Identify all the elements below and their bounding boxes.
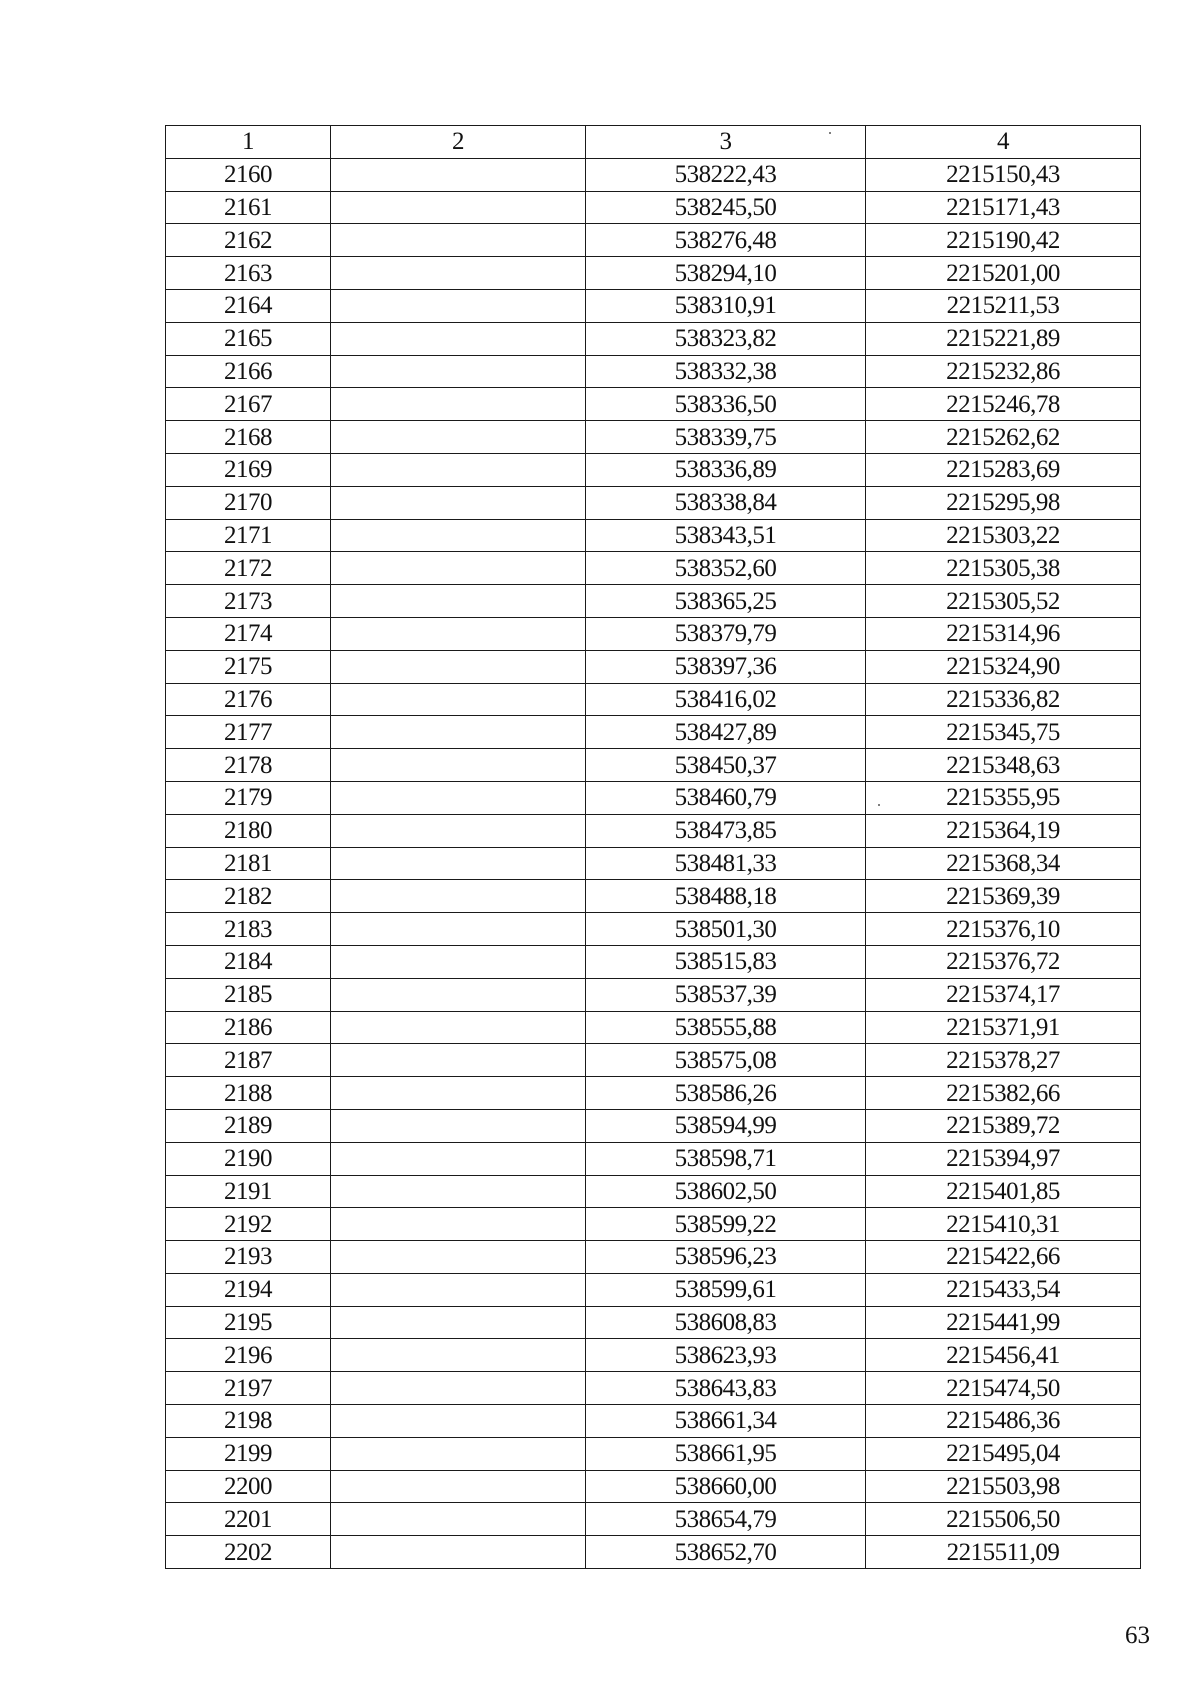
coordinate-x-cell: 538460,79 bbox=[586, 781, 866, 814]
description-cell bbox=[331, 617, 586, 650]
table-row bbox=[166, 224, 1141, 257]
coordinate-y-cell: 2215246,78 bbox=[866, 388, 1141, 421]
description-cell bbox=[331, 1109, 586, 1142]
coordinate-y-cell: 2215368,34 bbox=[866, 847, 1141, 880]
description-cell bbox=[331, 1077, 586, 1110]
coordinate-x-cell: 538343,51 bbox=[586, 519, 866, 552]
coordinate-y-cell: 2215232,86 bbox=[866, 355, 1141, 388]
point-number-cell: 2183 bbox=[166, 913, 331, 946]
description-cell bbox=[331, 749, 586, 782]
point-number-cell: 2187 bbox=[166, 1044, 331, 1077]
description-cell bbox=[331, 1044, 586, 1077]
point-number-cell: 2162 bbox=[166, 224, 331, 257]
table-row bbox=[166, 650, 1141, 683]
table-row bbox=[166, 1044, 1141, 1077]
coordinate-x-cell: 538352,60 bbox=[586, 552, 866, 585]
description-cell bbox=[331, 781, 586, 814]
coordinate-x-cell: 538596,23 bbox=[586, 1241, 866, 1274]
table-row bbox=[166, 1372, 1141, 1405]
table-header bbox=[166, 126, 1141, 159]
table-row bbox=[166, 1175, 1141, 1208]
table-row bbox=[166, 257, 1141, 290]
coordinate-x-cell: 538608,83 bbox=[586, 1306, 866, 1339]
description-cell bbox=[331, 880, 586, 913]
page-number: 63 bbox=[1125, 1622, 1150, 1649]
table-row bbox=[166, 847, 1141, 880]
column-header-1: 1 bbox=[166, 126, 331, 159]
coordinate-y-cell: 2215495,04 bbox=[866, 1437, 1141, 1470]
coordinate-y-cell: 2215378,27 bbox=[866, 1044, 1141, 1077]
description-cell bbox=[331, 289, 586, 322]
coordinate-x-cell: 538481,33 bbox=[586, 847, 866, 880]
description-cell bbox=[331, 158, 586, 191]
point-number-cell: 2160 bbox=[166, 158, 331, 191]
description-cell bbox=[331, 814, 586, 847]
coordinate-y-cell: 2215171,43 bbox=[866, 191, 1141, 224]
description-cell bbox=[331, 388, 586, 421]
point-number-cell: 2168 bbox=[166, 421, 331, 454]
point-number-cell: 2167 bbox=[166, 388, 331, 421]
coordinate-y-cell: 2215345,75 bbox=[866, 716, 1141, 749]
coordinate-y-cell: 2215503,98 bbox=[866, 1470, 1141, 1503]
coordinate-x-cell: 538515,83 bbox=[586, 945, 866, 978]
table-row bbox=[166, 683, 1141, 716]
description-cell bbox=[331, 355, 586, 388]
description-cell bbox=[331, 1470, 586, 1503]
table-row bbox=[166, 158, 1141, 191]
coordinate-x-cell: 538501,30 bbox=[586, 913, 866, 946]
coordinate-x-cell: 538473,85 bbox=[586, 814, 866, 847]
coordinate-x-cell: 538338,84 bbox=[586, 486, 866, 519]
description-cell bbox=[331, 1142, 586, 1175]
table-row bbox=[166, 1306, 1141, 1339]
coordinate-x-cell: 538555,88 bbox=[586, 1011, 866, 1044]
coordinate-x-cell: 538594,99 bbox=[586, 1109, 866, 1142]
description-cell bbox=[331, 847, 586, 880]
description-cell bbox=[331, 1273, 586, 1306]
coordinate-y-cell: 2215336,82 bbox=[866, 683, 1141, 716]
table-row bbox=[166, 749, 1141, 782]
table-row bbox=[166, 585, 1141, 618]
table-body bbox=[166, 158, 1141, 1568]
coordinate-y-cell: 2215474,50 bbox=[866, 1372, 1141, 1405]
point-number-cell: 2200 bbox=[166, 1470, 331, 1503]
table-row bbox=[166, 1208, 1141, 1241]
coordinate-x-cell: 538332,38 bbox=[586, 355, 866, 388]
coordinate-y-cell: 2215262,62 bbox=[866, 421, 1141, 454]
coordinate-y-cell: 2215324,90 bbox=[866, 650, 1141, 683]
coordinate-x-cell: 538365,25 bbox=[586, 585, 866, 618]
point-number-cell: 2161 bbox=[166, 191, 331, 224]
coordinate-y-cell: 2215376,72 bbox=[866, 945, 1141, 978]
description-cell bbox=[331, 1175, 586, 1208]
description-cell bbox=[331, 1536, 586, 1569]
coordinate-y-cell: 2215150,43 bbox=[866, 158, 1141, 191]
point-number-cell: 2195 bbox=[166, 1306, 331, 1339]
scan-speck bbox=[829, 132, 831, 134]
coordinate-x-cell: 538427,89 bbox=[586, 716, 866, 749]
coordinate-x-cell: 538379,79 bbox=[586, 617, 866, 650]
coordinate-y-cell: 2215305,38 bbox=[866, 552, 1141, 585]
table-row bbox=[166, 716, 1141, 749]
point-number-cell: 2178 bbox=[166, 749, 331, 782]
coordinate-x-cell: 538660,00 bbox=[586, 1470, 866, 1503]
point-number-cell: 2184 bbox=[166, 945, 331, 978]
coordinate-y-cell: 2215410,31 bbox=[866, 1208, 1141, 1241]
table-row bbox=[166, 1011, 1141, 1044]
point-number-cell: 2194 bbox=[166, 1273, 331, 1306]
coordinate-x-cell: 538276,48 bbox=[586, 224, 866, 257]
coordinate-x-cell: 538397,36 bbox=[586, 650, 866, 683]
table-row bbox=[166, 1241, 1141, 1274]
coordinate-x-cell: 538336,50 bbox=[586, 388, 866, 421]
table-row bbox=[166, 913, 1141, 946]
point-number-cell: 2201 bbox=[166, 1503, 331, 1536]
description-cell bbox=[331, 421, 586, 454]
coordinate-x-cell: 538652,70 bbox=[586, 1536, 866, 1569]
table-row bbox=[166, 1109, 1141, 1142]
column-header-4: 4 bbox=[866, 126, 1141, 159]
point-number-cell: 2171 bbox=[166, 519, 331, 552]
point-number-cell: 2193 bbox=[166, 1241, 331, 1274]
description-cell bbox=[331, 1011, 586, 1044]
point-number-cell: 2186 bbox=[166, 1011, 331, 1044]
coordinate-x-cell: 538488,18 bbox=[586, 880, 866, 913]
table-row bbox=[166, 781, 1141, 814]
coordinate-x-cell: 538339,75 bbox=[586, 421, 866, 454]
table-row bbox=[166, 191, 1141, 224]
coordinate-x-cell: 538294,10 bbox=[586, 257, 866, 290]
coordinate-x-cell: 538222,43 bbox=[586, 158, 866, 191]
point-number-cell: 2163 bbox=[166, 257, 331, 290]
coordinate-x-cell: 538643,83 bbox=[586, 1372, 866, 1405]
coordinate-y-cell: 2215201,00 bbox=[866, 257, 1141, 290]
coordinate-y-cell: 2215371,91 bbox=[866, 1011, 1141, 1044]
coordinate-x-cell: 538537,39 bbox=[586, 978, 866, 1011]
table-row bbox=[166, 617, 1141, 650]
description-cell bbox=[331, 191, 586, 224]
table-row bbox=[166, 945, 1141, 978]
description-cell bbox=[331, 716, 586, 749]
coordinate-y-cell: 2215374,17 bbox=[866, 978, 1141, 1011]
coordinate-x-cell: 538661,34 bbox=[586, 1405, 866, 1438]
table-row bbox=[166, 289, 1141, 322]
table-row bbox=[166, 1470, 1141, 1503]
coordinate-y-cell: 2215389,72 bbox=[866, 1109, 1141, 1142]
point-number-cell: 2177 bbox=[166, 716, 331, 749]
point-number-cell: 2170 bbox=[166, 486, 331, 519]
coordinate-y-cell: 2215190,42 bbox=[866, 224, 1141, 257]
point-number-cell: 2182 bbox=[166, 880, 331, 913]
point-number-cell: 2165 bbox=[166, 322, 331, 355]
coordinate-y-cell: 2215355,95 bbox=[866, 781, 1141, 814]
description-cell bbox=[331, 978, 586, 1011]
table-row bbox=[166, 1536, 1141, 1569]
description-cell bbox=[331, 1405, 586, 1438]
coordinate-y-cell: 2215486,36 bbox=[866, 1405, 1141, 1438]
table-row bbox=[166, 421, 1141, 454]
coordinate-x-cell: 538623,93 bbox=[586, 1339, 866, 1372]
point-number-cell: 2172 bbox=[166, 552, 331, 585]
coordinate-y-cell: 2215283,69 bbox=[866, 453, 1141, 486]
coordinate-x-cell: 538336,89 bbox=[586, 453, 866, 486]
coordinate-x-cell: 538654,79 bbox=[586, 1503, 866, 1536]
coordinate-y-cell: 2215305,52 bbox=[866, 585, 1141, 618]
description-cell bbox=[331, 1372, 586, 1405]
description-cell bbox=[331, 585, 586, 618]
table-row bbox=[166, 1405, 1141, 1438]
table-row bbox=[166, 1077, 1141, 1110]
coordinate-y-cell: 2215433,54 bbox=[866, 1273, 1141, 1306]
coordinate-y-cell: 2215422,66 bbox=[866, 1241, 1141, 1274]
description-cell bbox=[331, 453, 586, 486]
table-row bbox=[166, 978, 1141, 1011]
coordinate-x-cell: 538598,71 bbox=[586, 1142, 866, 1175]
description-cell bbox=[331, 1208, 586, 1241]
table-row bbox=[166, 1339, 1141, 1372]
coordinate-y-cell: 2215211,53 bbox=[866, 289, 1141, 322]
point-number-cell: 2191 bbox=[166, 1175, 331, 1208]
point-number-cell: 2199 bbox=[166, 1437, 331, 1470]
point-number-cell: 2190 bbox=[166, 1142, 331, 1175]
coordinate-y-cell: 2215295,98 bbox=[866, 486, 1141, 519]
coordinate-x-cell: 538602,50 bbox=[586, 1175, 866, 1208]
point-number-cell: 2169 bbox=[166, 453, 331, 486]
description-cell bbox=[331, 1241, 586, 1274]
point-number-cell: 2202 bbox=[166, 1536, 331, 1569]
table-row bbox=[166, 355, 1141, 388]
description-cell bbox=[331, 257, 586, 290]
description-cell bbox=[331, 224, 586, 257]
coordinate-y-cell: 2215382,66 bbox=[866, 1077, 1141, 1110]
point-number-cell: 2181 bbox=[166, 847, 331, 880]
point-number-cell: 2174 bbox=[166, 617, 331, 650]
column-header-3: 3 bbox=[586, 126, 866, 159]
coordinate-y-cell: 2215364,19 bbox=[866, 814, 1141, 847]
coordinate-x-cell: 538416,02 bbox=[586, 683, 866, 716]
table-row bbox=[166, 453, 1141, 486]
table-row bbox=[166, 552, 1141, 585]
coordinate-x-cell: 538599,61 bbox=[586, 1273, 866, 1306]
coordinate-y-cell: 2215506,50 bbox=[866, 1503, 1141, 1536]
description-cell bbox=[331, 1437, 586, 1470]
point-number-cell: 2179 bbox=[166, 781, 331, 814]
description-cell bbox=[331, 945, 586, 978]
column-header-2: 2 bbox=[331, 126, 586, 159]
coordinates-table bbox=[165, 125, 1141, 1569]
coordinate-x-cell: 538599,22 bbox=[586, 1208, 866, 1241]
description-cell bbox=[331, 1503, 586, 1536]
table-row bbox=[166, 1142, 1141, 1175]
coordinate-x-cell: 538661,95 bbox=[586, 1437, 866, 1470]
point-number-cell: 2188 bbox=[166, 1077, 331, 1110]
point-number-cell: 2173 bbox=[166, 585, 331, 618]
coordinate-y-cell: 2215376,10 bbox=[866, 913, 1141, 946]
coordinate-y-cell: 2215441,99 bbox=[866, 1306, 1141, 1339]
coordinate-y-cell: 2215369,39 bbox=[866, 880, 1141, 913]
description-cell bbox=[331, 322, 586, 355]
point-number-cell: 2180 bbox=[166, 814, 331, 847]
table-row bbox=[166, 814, 1141, 847]
coordinate-x-cell: 538245,50 bbox=[586, 191, 866, 224]
coordinate-y-cell: 2215221,89 bbox=[866, 322, 1141, 355]
coordinate-y-cell: 2215511,09 bbox=[866, 1536, 1141, 1569]
coordinate-x-cell: 538586,26 bbox=[586, 1077, 866, 1110]
point-number-cell: 2175 bbox=[166, 650, 331, 683]
coordinate-y-cell: 2215456,41 bbox=[866, 1339, 1141, 1372]
point-number-cell: 2164 bbox=[166, 289, 331, 322]
table-row bbox=[166, 486, 1141, 519]
description-cell bbox=[331, 913, 586, 946]
coordinate-y-cell: 2215314,96 bbox=[866, 617, 1141, 650]
table-row bbox=[166, 322, 1141, 355]
scan-speck bbox=[878, 804, 880, 806]
coordinate-x-cell: 538323,82 bbox=[586, 322, 866, 355]
point-number-cell: 2166 bbox=[166, 355, 331, 388]
point-number-cell: 2196 bbox=[166, 1339, 331, 1372]
point-number-cell: 2176 bbox=[166, 683, 331, 716]
point-number-cell: 2198 bbox=[166, 1405, 331, 1438]
point-number-cell: 2197 bbox=[166, 1372, 331, 1405]
point-number-cell: 2185 bbox=[166, 978, 331, 1011]
point-number-cell: 2192 bbox=[166, 1208, 331, 1241]
table-row bbox=[166, 1437, 1141, 1470]
coordinate-y-cell: 2215348,63 bbox=[866, 749, 1141, 782]
coordinate-x-cell: 538575,08 bbox=[586, 1044, 866, 1077]
coordinate-y-cell: 2215303,22 bbox=[866, 519, 1141, 552]
description-cell bbox=[331, 683, 586, 716]
coordinate-y-cell: 2215394,97 bbox=[866, 1142, 1141, 1175]
coordinate-y-cell: 2215401,85 bbox=[866, 1175, 1141, 1208]
description-cell bbox=[331, 519, 586, 552]
description-cell bbox=[331, 552, 586, 585]
table-row bbox=[166, 1503, 1141, 1536]
header-row bbox=[166, 126, 1141, 159]
description-cell bbox=[331, 1339, 586, 1372]
table-row bbox=[166, 1273, 1141, 1306]
description-cell bbox=[331, 1306, 586, 1339]
coordinate-x-cell: 538310,91 bbox=[586, 289, 866, 322]
description-cell bbox=[331, 486, 586, 519]
point-number-cell: 2189 bbox=[166, 1109, 331, 1142]
coordinate-x-cell: 538450,37 bbox=[586, 749, 866, 782]
description-cell bbox=[331, 650, 586, 683]
table-row bbox=[166, 388, 1141, 421]
table-row bbox=[166, 519, 1141, 552]
table-row bbox=[166, 880, 1141, 913]
